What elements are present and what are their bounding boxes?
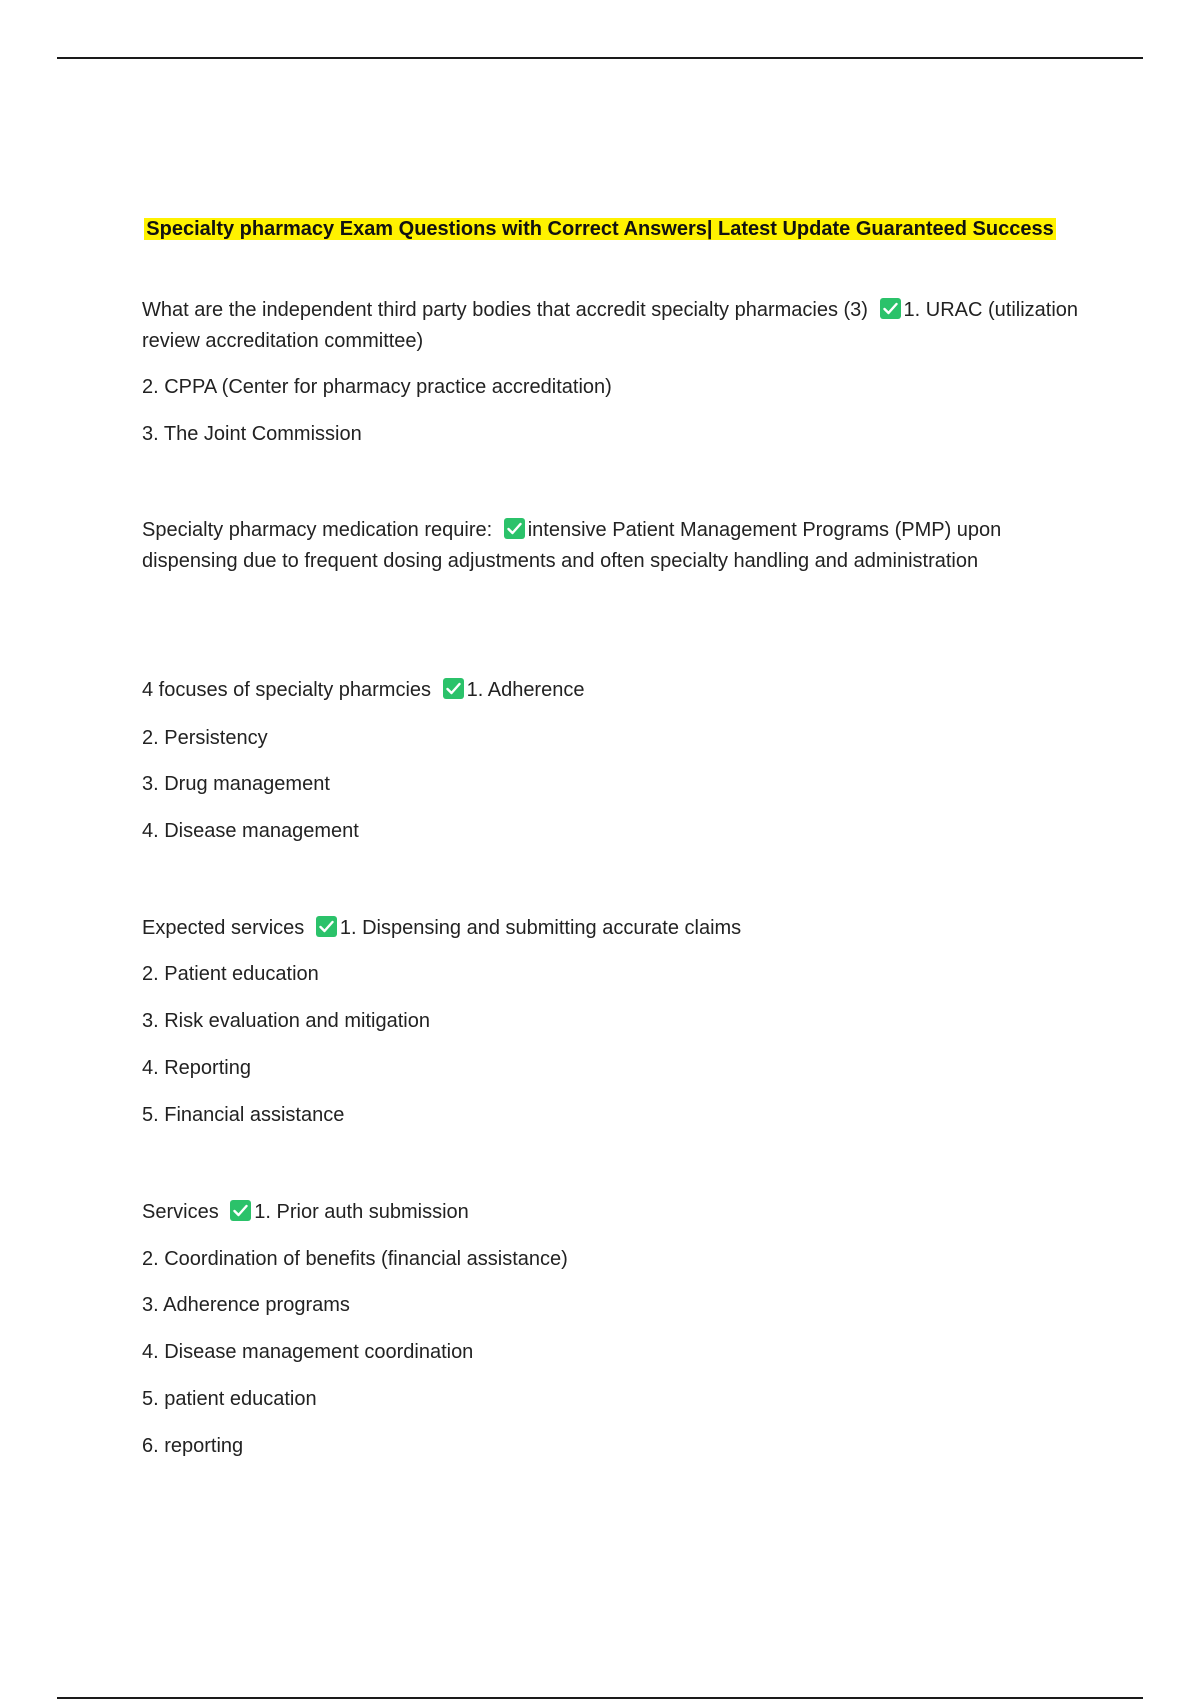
question-4 bbox=[142, 913, 1062, 944]
q5-item: 4. Disease management coordination bbox=[142, 1341, 474, 1363]
check-mark-icon bbox=[504, 518, 525, 539]
question-1-answer: 1. URAC (utilization review accreditation committee) bbox=[142, 299, 1079, 352]
q5-item: 6. reporting bbox=[142, 1435, 244, 1457]
check-mark-icon bbox=[880, 298, 901, 319]
question-4-answer: 1. Dispensing and submitting accurate claims bbox=[339, 917, 742, 939]
q4-item: 3. Risk evaluation and mitigation bbox=[142, 1010, 430, 1032]
top-rule bbox=[57, 57, 1143, 59]
check-mark-icon bbox=[443, 678, 464, 699]
q1-item: 2. CPPA (Center for pharmacy practice accreditation) bbox=[142, 376, 612, 398]
question-3-text: 4 focuses of specialty pharmcies bbox=[142, 679, 432, 701]
question-2 bbox=[142, 515, 1082, 577]
question-5 bbox=[142, 1197, 1062, 1228]
q4-item: 2. Patient education bbox=[142, 963, 319, 985]
q3-item: 2. Persistency bbox=[142, 727, 268, 749]
q5-item: 2. Coordination of benefits (financial assistance) bbox=[142, 1248, 568, 1270]
q3-item: 4. Disease management bbox=[142, 820, 359, 842]
document-title bbox=[130, 214, 1070, 245]
q4-item: 5. Financial assistance bbox=[142, 1104, 345, 1126]
question-2-text: Specialty pharmacy medication require: bbox=[142, 519, 493, 541]
title-highlight: Specialty pharmacy Exam Questions with Correct Answers| Latest Update Guaranteed Success bbox=[146, 218, 1054, 240]
check-mark-icon bbox=[230, 1200, 251, 1221]
question-3-answer: 1. Adherence bbox=[466, 679, 585, 701]
question-1-text: What are the independent third party bodies that accredit specialty pharmacies (3) bbox=[142, 299, 868, 321]
q5-item: 3. Adherence programs bbox=[142, 1294, 350, 1316]
q5-item: 5. patient education bbox=[142, 1388, 317, 1410]
bottom-rule bbox=[57, 1697, 1143, 1699]
question-2-answer: intensive Patient Management Programs (PMP) upon dispensing due to frequent dosing adjustments and often specialty handling and administration bbox=[142, 519, 1002, 572]
question-5-text: Services bbox=[142, 1201, 219, 1223]
check-mark-icon bbox=[316, 916, 337, 937]
question-5-answer: 1. Prior auth submission bbox=[254, 1201, 469, 1223]
question-1 bbox=[142, 295, 1082, 357]
q4-item: 4. Reporting bbox=[142, 1057, 251, 1079]
question-4-text: Expected services bbox=[142, 917, 305, 939]
q1-item: 3. The Joint Commission bbox=[142, 423, 362, 445]
question-3 bbox=[142, 675, 1062, 706]
q3-item: 3. Drug management bbox=[142, 773, 330, 795]
